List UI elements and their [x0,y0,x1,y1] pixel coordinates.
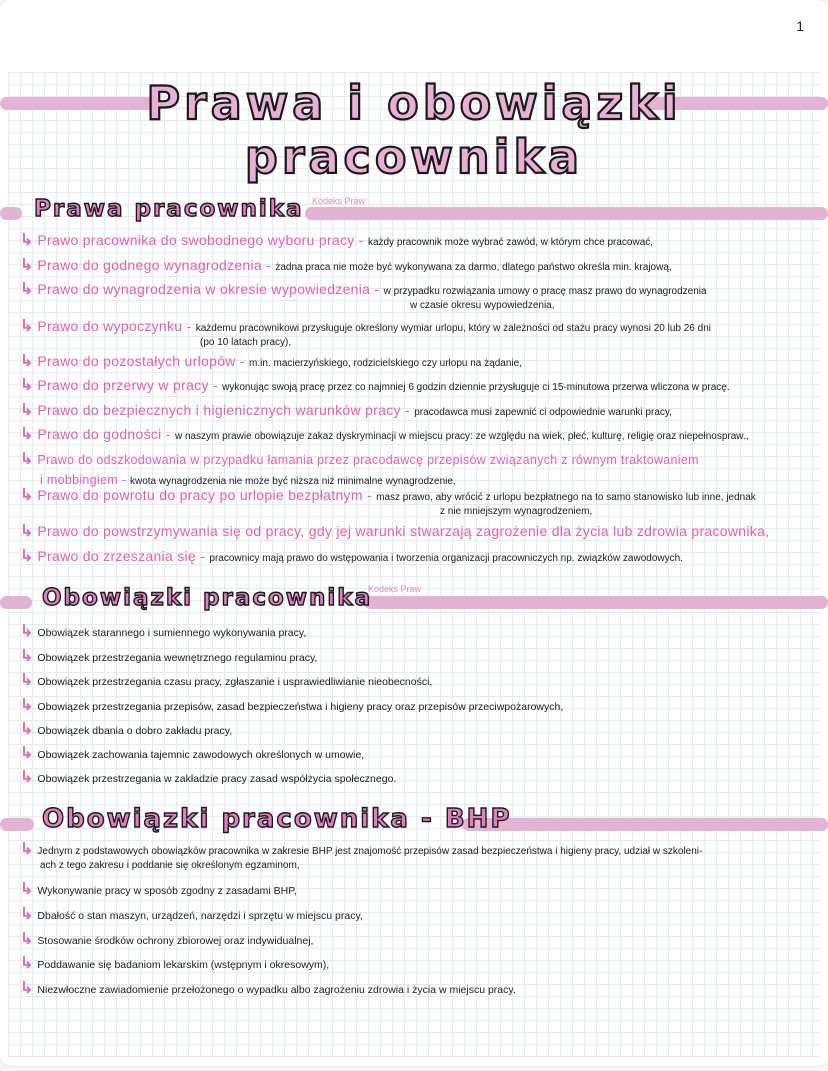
page-number: 1 [796,18,804,34]
section-title-obowiazki: Obowiązki pracownika [42,585,373,611]
item-term: Prawo do przerwy w pracy [37,377,209,393]
item-desc: pracodawca musi zapewnić ci odpowiednie warunki pracy, [414,407,672,418]
list-item [20,930,822,950]
item-text: Obowiązek zachowania tajemnic zawodowych określonych w umowie, [37,749,365,761]
page-title-line-2: pracownika [244,130,584,184]
list-item: ↳ Prawo do wynagrodzenia w okresie wypowiedzenia - w przypadku rozwiązania umowy o pracę masz prawo do wynagrodzenia w czasie okresu wypowiedzenia, [20,280,822,313]
item-term: Prawo do godności [37,426,162,442]
item-desc: każdy pracownik może wybrać zawód, w którym chce pracować, [367,237,654,248]
list-item: ↳ Prawo do pozostałych urlopów - m.in. macierzyńskiego, rodzicielskiego czy urlopu na żądanie, [20,353,522,370]
list-item: ↳ Prawo do wypoczynku - każdemu pracownikowi przysługuje określony wymiar urlopu, który w zależności od stażu pracy wynosi 20 lub 26 dni (po 10 latach pracy), [20,317,822,350]
list-item: ↳ Prawo pracownika do swobodnego wyboru pracy - każdy pracownik może wybrać zawód, w którym chce pracować, [20,232,654,249]
section-band-right [462,818,828,831]
list-item [20,954,822,974]
list-item [20,647,822,667]
item-desc: m.in. macierzyńskiego, rodzicielskiego czy urlopu na żądanie, [249,358,522,369]
section-title-bhp: Obowiązki pracownika - BHP [42,804,512,834]
curved-arrow-icon: ↳ [20,623,34,640]
curved-arrow-icon: ↳ [20,281,34,298]
curved-arrow-icon: ↳ [20,931,34,948]
item-term: Prawo do odszkodowania w przypadku łamania przez pracodawcę przepisów związanych z równym traktowaniem [37,453,699,467]
list-item [20,720,822,740]
item-text: Poddawanie się badaniom lekarskim (wstępnym i okresowym), [37,959,330,971]
item-term: Prawo do wynagrodzenia w okresie wypowiedzenia [37,281,371,297]
curved-arrow-icon: ↳ [20,232,34,249]
list-item [20,905,822,925]
item-term: Prawo do bezpiecznych i higienicznych warunków pracy [37,402,401,418]
curved-arrow-icon: ↳ [20,881,34,898]
item-desc: masz prawo, aby wrócić z urlopu bezpłatnego na to samo stanowisko lub inne, jednak [376,492,756,503]
item-term: Prawo do powrotu do pracy po urlopie bezpłatnym [37,487,363,503]
curved-arrow-icon: ↳ [20,426,34,443]
item-text: Stosowanie środków ochrony zbiorowej oraz indywidualnej, [37,935,314,947]
list-item: ↳ Prawo do powrotu do pracy po urlopie bezpłatnym - masz prawo, aby wrócić z urlopu bezpłatnego na to samo stanowisko lub inne, jednak z nie mniejszym wynagrodzeniem, [20,486,822,519]
curved-arrow-icon: ↳ [20,487,34,504]
item-desc-cont: z nie mniejszym wynagrodzeniem, [440,506,593,517]
item-term: Prawo pracownika do swobodnego wyboru pracy [37,232,355,248]
curved-arrow-icon: ↳ [20,377,34,394]
page-title-line-1: Prawa i obowiązki [146,76,682,130]
item-desc: żadna praca nie może być wykonywana za darmo, dlatego państwo określa min. krajową, [275,262,672,273]
item-term-cont: i mobbingiem [40,473,118,487]
curved-arrow-icon: ↳ [20,745,34,762]
item-desc-cont: (po 10 latach pracy), [200,337,292,348]
curved-arrow-icon: ↳ [20,318,34,335]
curved-arrow-icon: ↳ [20,523,34,540]
item-term: Prawo do godnego wynagrodzenia [37,257,263,273]
list-item: ↳ Prawo do bezpiecznych i higienicznych warunków pracy - pracodawca musi zapewnić ci odpowiednie warunki pracy, [20,402,672,419]
item-term: Prawo do wypoczynku [37,318,183,334]
list-item [20,696,822,716]
curved-arrow-icon: ↳ [20,648,34,665]
list-item: ↳ Prawo do odszkodowania w przypadku łamania przez pracodawcę przepisów związanych z równym traktowaniem i mobbingiem - kwota wynagrodzenia nie może być niższa niż minimalne wynagrodzenie, [20,451,699,487]
section-title-prawa: Prawa pracownika [34,196,304,222]
section-band-left [0,818,34,831]
item-text: Obowiązek przestrzegania wewnętrznego regulaminu pracy, [37,652,318,664]
item-desc: w przypadku rozwiązania umowy o pracę masz prawo do wynagrodzenia [383,286,707,297]
item-text: Jednym z podstawowych obowiązków pracownika w zakresie BHP jest znajomość przepisów zasad bezpieczeństwa i higieny pracy, udział w szkoleni- [37,846,703,857]
item-desc: każdemu pracownikowi przysługuje określony wymiar urlopu, który w zależności od stażu pracy wynosi 20 lub 26 dni [195,323,711,334]
item-term: Prawo do zrzeszania się [37,548,197,564]
curved-arrow-icon: ↳ [20,906,34,923]
list-item: ↳ Prawo do przerwy w pracy - wykonując swoją pracę przez co najmniej 6 godzin dziennie przysługuje ci 15-minutowa przerwa wliczona w pracę. [20,377,730,394]
curved-arrow-icon: ↳ [20,257,34,274]
list-item [20,768,822,788]
item-text: Obowiązek przestrzegania przepisów, zasad bezpieczeństwa i higieny pracy oraz przepisów przeciwpożarowych, [37,701,564,713]
section-note: Kodeks Praw [312,196,366,206]
item-desc: kwota wynagrodzenia nie może być niższa niż minimalne wynagrodzenie, [129,476,456,487]
section-note: Kodeks Praw [368,584,422,594]
curved-arrow-icon: ↳ [20,697,34,714]
item-text-cont: ach z tego zakresu i poddanie się określonym egzaminom, [40,860,300,871]
item-text: Wykonywanie pracy w sposób zgodny z zasadami BHP, [37,885,297,897]
curved-arrow-icon: ↳ [20,402,34,419]
curved-arrow-icon: ↳ [20,841,34,858]
item-desc: wykonując swoją pracę przez co najmniej 6 godzin dziennie przysługuje ci 15-minutowa przerwa wliczona w pracę. [222,382,730,393]
item-text: Obowiązek przestrzegania czasu pracy, zgłaszanie i usprawiedliwianie nieobecności, [37,676,433,688]
item-text: Obowiązek przestrzegania w zakładzie pracy zasad współżycia społecznego. [37,773,397,785]
list-item [20,744,822,764]
section-band-right [364,596,828,609]
list-item [20,522,822,542]
list-item [20,622,822,642]
list-item [20,671,822,691]
list-item [20,840,822,873]
item-desc: pracownicy mają prawo do wstępowania i tworzenia organizacji pracowniczych np. związków zawodowych. [209,553,683,564]
curved-arrow-icon: ↳ [20,955,34,972]
item-text: Obowiązek dbania o dobro zakładu pracy, [37,725,233,737]
item-text: Dbałość o stan maszyn, urządzeń, narzędzi i sprzętu w miejscu pracy, [37,910,363,922]
item-text: Niezwłoczne zawiadomienie przełożonego o wypadku albo zagrożeniu zdrowia i życia w miejscu pracy. [37,984,516,996]
section-band-left [0,207,22,220]
curved-arrow-icon: ↳ [20,548,34,565]
list-item: ↳ Prawo do godności - w naszym prawie obowiązuje zakaz dyskryminacji w miejscu pracy: ze względu na wiek, płeć, kulturę, religię oraz niepełnospraw., [20,426,749,443]
item-text: Obowiązek starannego i sumiennego wykonywania pracy, [37,627,307,639]
section-band-right [305,207,828,220]
item-desc-cont: w czasie okresu wypowiedzenia, [410,300,555,311]
item-term: Prawo do pozostałych urlopów [37,353,236,369]
curved-arrow-icon: ↳ [20,451,34,468]
list-item [20,979,822,999]
curved-arrow-icon: ↳ [20,721,34,738]
curved-arrow-icon: ↳ [20,769,34,786]
curved-arrow-icon: ↳ [20,980,34,997]
list-item: ↳ Prawo do zrzeszania się - pracownicy mają prawo do wstępowania i tworzenia organizacji pracowniczych np. związków zawodowych. [20,548,683,565]
list-item: ↳ Prawo do godnego wynagrodzenia - żadna praca nie może być wykonywana za darmo, dlatego państwo określa min. krajową, [20,257,672,274]
item-desc: w naszym prawie obowiązuje zakaz dyskryminacji w miejscu pracy: ze względu na wiek, płeć, kulturę, religię oraz niepełnospraw., [174,431,749,442]
curved-arrow-icon: ↳ [20,672,34,689]
section-band-left [0,596,32,609]
list-item [20,880,822,900]
curved-arrow-icon: ↳ [20,353,34,370]
item-term: Prawo do powstrzymywania się od pracy, gdy jej warunki stwarzają zagrożenie dla życia lub zdrowia pracownika, [37,523,770,539]
